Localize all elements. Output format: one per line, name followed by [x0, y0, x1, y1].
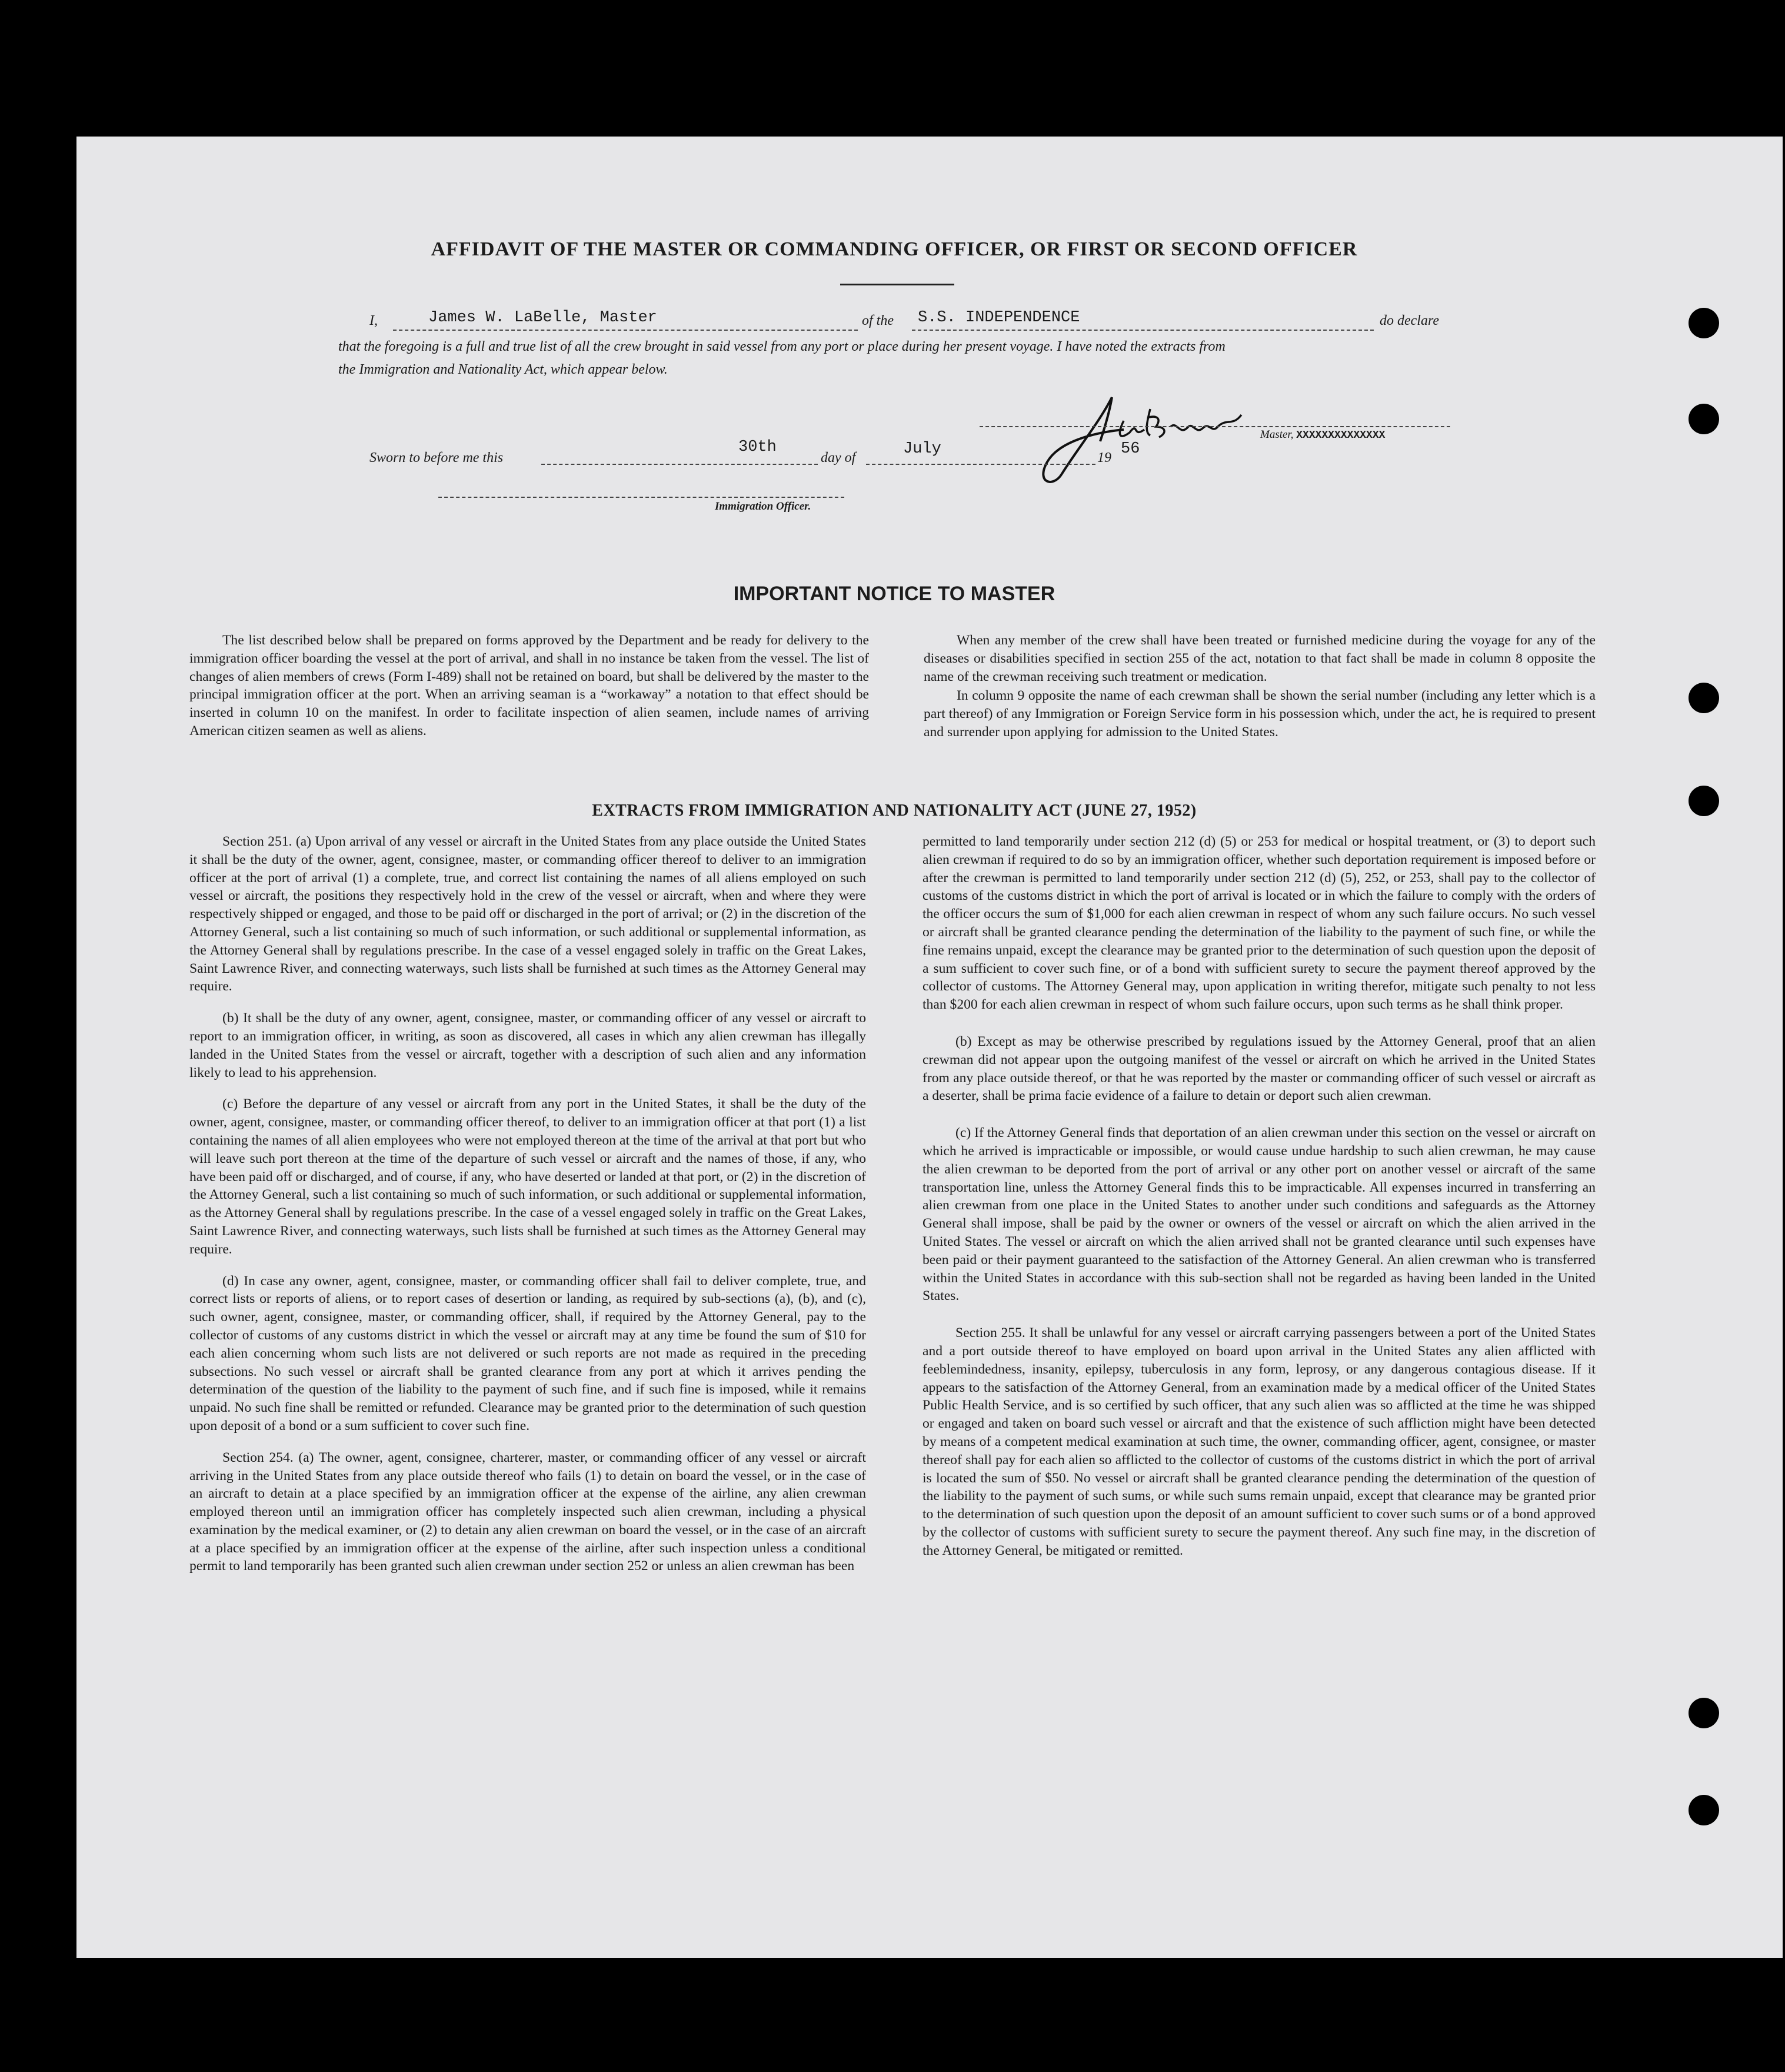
of-the-label: of the: [862, 313, 894, 328]
binder-hole: [1689, 1795, 1719, 1825]
declaration-line-2: the Immigration and Nationality Act, which appear below.: [338, 362, 668, 377]
sworn-label: Sworn to before me this: [369, 450, 504, 465]
officer-signature-line: [438, 497, 844, 498]
notice-left-column: [189, 631, 869, 754]
year-prefix: 19: [1097, 450, 1111, 465]
binder-hole: [1689, 786, 1719, 816]
notice-left-paragraph: The list described below shall be prepared on forms approved by the Department and be ready for delivery to the immigration officer boarding the vessel at the port of arrival, and shall in no instance be taken from the vessel. The list of changes of alien members of crews (Form I-489) shall not be retained on board, but shall be delivered by the master to the principal immigration officer at the port. When an arriving seaman is a “workaway” a notation to that effect should be inserted in column 10 on the manifest. In order to facilitate inspection of alien seamen, include names of arriving American citizen seamen as well as aliens.: [189, 633, 869, 739]
binder-hole: [1689, 308, 1719, 338]
section-254-a: Section 254. (a) The owner, agent, consignee, charterer, master, or commanding officer of any vessel or aircraft arriving in the United States from any place outside thereof who fails (1) to detain on board the vessel, or in the case of an aircraft to detain at a place specified by an immigration officer at the expense of the airline, any alien crewman employed thereon until an immigration officer has completely inspected such alien crewman, including a physical examination by the medical examiner, or (2) to detain any alien crewman on board the vessel, or in the case of an aircraft at a place specified by an immigration officer at the expense of the airline, after such inspection unless a conditional permit to land temporarily has been granted such alien crewman under section 252 or unless an alien crewman has been: [189, 1449, 866, 1574]
line-prefix-i: I,: [369, 313, 378, 328]
signer-label: Master,: [1260, 428, 1297, 441]
extracts-title: EXTRACTS FROM IMMIGRATION AND NATIONALITY ACT (JUNE 27, 1952): [592, 801, 1197, 820]
binder-hole: [1689, 1698, 1719, 1728]
section-254-a-continued: permitted to land temporarily under section 212 (d) (5) or 253 for medical or hospital treatment, or (3) to deport such alien crewman if required to do so by an immigration officer, whether such deportation requirement is imposed before or after the crewman is permitted to land temporarily under section 212 (d) (5), 252, or 253, shall pay to the collector of customs of the customs district in which the port of arrival is located or in which the failure to comply with the orders of the officer occurs the sum of $1,000 for each alien crewman in respect of whom any such failure occurs. No such vessel or aircraft shall be granted clearance pending the determination of the liability to the payment of such fine, or while the fine remains unpaid, except the clearance may be granted prior to the determination of such question upon the deposit of a sum sufficient to cover such fine, or of a bond with sufficient surety to secure the payment thereof approved by the collector of customs. The Attorney General may, upon application in writing therefor, mitigate such penalty to not less than $200 for each alien crewman in respect of whom such failure occurs, upon such terms as he shall think proper.: [923, 834, 1596, 1013]
notice-right-column: [924, 631, 1596, 755]
month-line: [866, 464, 1095, 465]
binder-hole: [1689, 404, 1719, 434]
day-of-label: day of: [821, 450, 856, 465]
sworn-day: 30th: [738, 438, 777, 456]
extracts-right-column: [923, 833, 1596, 1573]
affidavit-title: AFFIDAVIT OF THE MASTER OR COMMANDING OFFICER, OR FIRST OR SECOND OFFICER: [431, 238, 1358, 260]
sworn-year: 56: [1121, 440, 1140, 458]
master-name: James W. LaBelle, Master: [428, 309, 657, 327]
signer-title: [1260, 428, 1385, 441]
section-254-b: (b) Except as may be otherwise prescribed by regulations issued by the Attorney General, proof that an alien crewman did not appear upon the outgoing manifest of the vessel or aircraft on which he arrived in the United States from any place outside thereof, or that he was reported by the master or commanding officer of such vessel or aircraft as a deserter, shall be prima facie evidence of a failure to detain or deport such alien crewman.: [923, 1033, 1596, 1104]
title-rule: [840, 284, 954, 285]
vessel-name: S.S. INDEPENDENCE: [918, 309, 1080, 327]
section-255: Section 255. It shall be unlawful for any vessel or aircraft carrying passengers between a port of the United States and a port outside thereof to have employed on board upon arrival in the United States any alien afflicted with feeblemindedness, insanity, epilepsy, tuberculosis in any form, leprosy, or any dangerous contagious disease. If it appears to the satisfaction of the Attorney General, from an examination made by a medical officer of the United States Public Health Service, and is so certified by such officer, that any such alien was so afflicted at the time he was shipped or engaged and taken on board such vessel or aircraft and that the existence of such affliction might have been detected by means of a competent medical examination at such time, the owner, commanding officer, agent, consignee, or master thereof shall pay for each alien so afflicted to the collector of customs of the customs district in which the port of arrival is located the sum of $50. No vessel or aircraft shall be granted clearance pending the determination of the question of the liability to the payment of such sums, or while such sums remain unpaid, except that clearance may be granted prior to the determination of such question upon the deposit of an amount sufficient to cover such sums or of a bond approved by the collector of customs with sufficient surety to secure the payment thereof. Any such fine may, in the discretion of the Attorney General, be mitigated or remitted.: [923, 1325, 1596, 1558]
officer-label: Immigration Officer.: [715, 500, 811, 513]
notice-right-paragraph-1: When any member of the crew shall have been treated or furnished medicine during the voyage for any of the diseases or disabilities specified in section 255 of the act, notation to that fact shall be made in column 8 opposite the name of the crewman receiving such treatment or medication.: [924, 633, 1596, 684]
section-254-c: (c) If the Attorney General finds that deportation of an alien crewman under this section on the vessel or aircraft on which he arrived is impracticable or impossible, or would cause undue hardship to such alien crewman, he may cause the alien crewman to be deported from the port of arrival or any other port on another vessel or aircraft of the same transportation line, unless the Attorney General finds this to be impracticable. All expenses incurred in transferring an alien crewman from one place in the United States to another under such conditions and safeguards as the Attorney General shall impose, shall be paid by the owner or owners of the vessel or aircraft on which the alien arrived in the United States. The vessel or aircraft on which the alien arrived shall not be granted clearance until such expenses have been paid or their payment guaranteed to the satisfaction of the Attorney General. An alien crewman who is transferred within the United States in accordance with this sub-section shall not be regarded as having been landed in the United States.: [923, 1125, 1596, 1304]
section-251-d: (d) In case any owner, agent, consignee, master, or commanding officer shall fail to deliver complete, true, and correct lists or reports of aliens, or to report cases of desertion or landing, as required by sub-sections (a), (b), and (c), such owner, agent, consignee, master, or commanding officer, shall, if required by the Attorney General, pay to the collector of customs of any customs district in which the vessel or aircraft may at any time be found the sum of $10 for each alien concerning whom such lists are not delivered or such reports are not made as required in the preceding subsections. No such vessel or aircraft shall be granted clearance from any port at which it arrives pending the determination of the question of the liability to the payment of such fine, and if such fine is imposed, while it remains unpaid. No such fine shall be remitted or refunded. Clearance may be granted prior to the determination of such question upon deposit of a bond or a sum sufficient to cover such fine.: [189, 1273, 866, 1434]
do-declare-label: do declare: [1380, 313, 1440, 328]
signature-line: [980, 426, 1450, 427]
signer-struck-text: XXXXXXXXXXXXXX: [1296, 430, 1386, 441]
notice-right-paragraph-2: In column 9 opposite the name of each crewman shall be shown the serial number (including any letter which is a part thereof) of any Immigration or Foreign Service form in his possession which, under the act, he is required to present and surrender upon applying for admission to the United States.: [924, 688, 1596, 740]
extracts-left-column: [189, 833, 866, 1589]
section-251-a: Section 251. (a) Upon arrival of any vessel or aircraft in the United States from any place outside the United States it shall be the duty of the owner, agent, consignee, master, or commanding officer thereof to deliver to an immigration officer at the port of arrival (1) a complete, true, and correct list containing the names of all aliens employed on such vessel or aircraft, the positions they respectively hold in the crew of the vessel or aircraft, when and where they were respectively shipped or engaged, and those to be paid off or discharged in the port of arrival; or (2) in the discretion of the Attorney General, such a list containing so much of such information, or such additional or supplemental information, as the Attorney General shall by regulations prescribe. In the case of a vessel engaged solely in traffic on the Great Lakes, Saint Lawrence River, and connecting waterways, such lists shall be furnished at such times as the Attorney General may require.: [189, 834, 866, 995]
master-name-line: [393, 330, 858, 331]
binder-hole: [1689, 683, 1719, 713]
vessel-line: [912, 330, 1374, 331]
notice-title: IMPORTANT NOTICE TO MASTER: [733, 583, 1055, 605]
section-251-c: (c) Before the departure of any vessel or aircraft from any port in the United States, it shall be the duty of the owner, agent, consignee, master, or commanding officer thereof, to deliver to an immigration officer at that port (1) a list containing the names of all alien employees who were not employed thereon at the time of the arrival at that port but who will leave such port thereon at the time of the departure of such vessel or aircraft and the names of those, if any, who have been paid off or discharged, and of course, if any, who have deserted or landed at that port, or (2) in the discretion of the Attorney General, such a list containing so much of such information, or such additional or supplemental information, as the Attorney General shall by regulations prescribe. In the case of a vessel engaged solely in traffic on the Great Lakes, Saint Lawrence River, and connecting waterways, such lists shall be furnished at such times as the Attorney General may require.: [189, 1096, 866, 1257]
day-line: [541, 464, 818, 465]
sworn-month: July: [903, 440, 941, 458]
section-251-b: (b) It shall be the duty of any owner, agent, consignee, master, or commanding officer of any vessel or aircraft to report to an immigration officer, in writing, as soon as discovered, all cases in which any alien crewman has illegally landed in the United States from the vessel or aircraft, together with a description of such alien and any information likely to lead to his apprehension.: [189, 1010, 866, 1080]
declaration-line-1: that the foregoing is a full and true list of all the crew brought in said vessel from any port or place during her present voyage. I have noted the extracts from: [338, 339, 1225, 354]
